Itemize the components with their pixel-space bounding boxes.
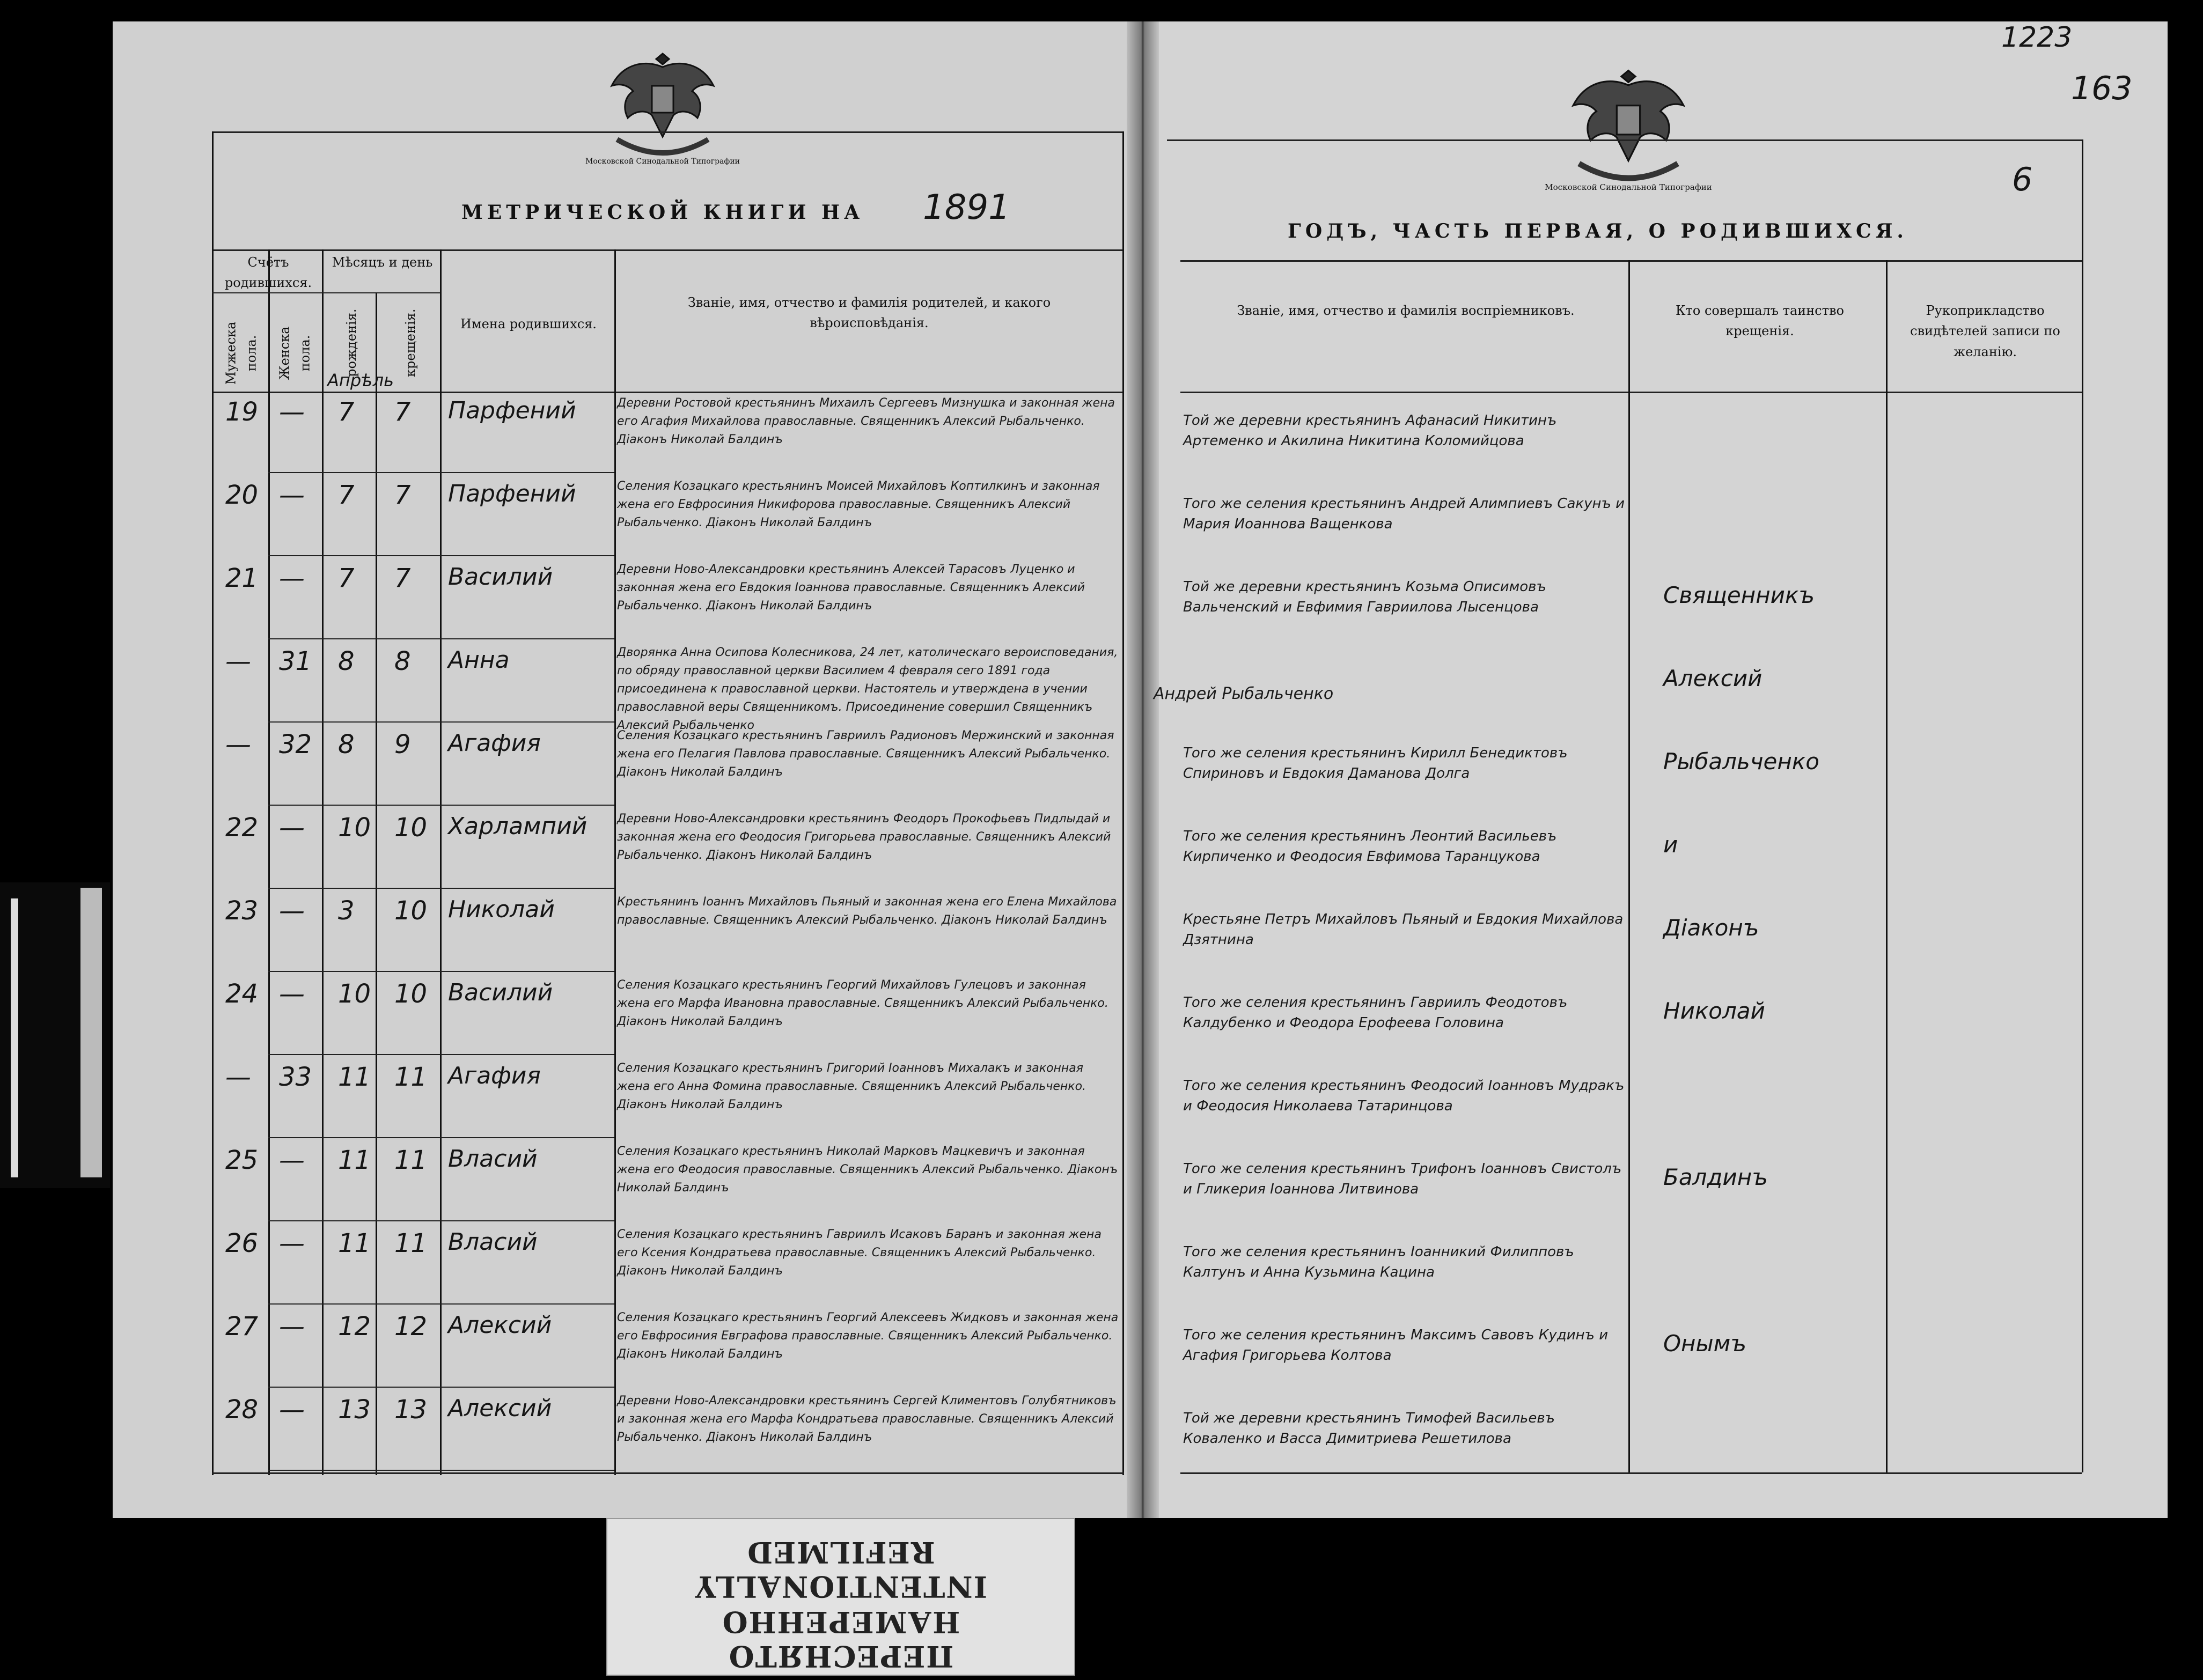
godparents-entry: Того же селения крестьянинъ Кирилл Бенедиктовъ Спириновъ и Евдокия Даманова Долга — [1183, 745, 1568, 782]
count-group-header: Счётъ родившихся. — [224, 255, 312, 291]
svg-text:Московской Синодальной Типогра: Московской Синодальной Типографии — [585, 157, 740, 166]
child-name: Николай — [448, 896, 555, 923]
male-count: 23 — [225, 896, 259, 926]
birth-day: 7 — [338, 563, 355, 593]
godparents-entry: Того же селения крестьянинъ Трифонъ Іоанновъ Свистолъ и Гликерия Іоаннова Литвинова — [1183, 1161, 1622, 1197]
parents-header: Званіе, имя, отчество и фамилія родителей, и какого вѣроисповѣданія. — [687, 295, 1051, 331]
male-header: Мужеска пола. — [223, 321, 259, 385]
female-count: — — [279, 1228, 305, 1258]
godparents-entry: Того же селения крестьянинъ Максимъ Савовъ Кудинъ и Агафия Григорьева Колтова — [1183, 1327, 1609, 1364]
godparents-entry: Того же селения крестьянинъ Феодосий Іоанновъ Мудракъ и Феодосия Николаева Татаринцова — [1183, 1078, 1625, 1114]
godparents-entry: Той же деревни крестьянинъ Тимофей Васильевъ Коваленко и Васса Димитриева Решетилова — [1183, 1410, 1555, 1447]
names-header: Имена родившихся. — [460, 316, 597, 331]
parents-entry: Селения Козацкаго крестьянинъ Григорий Іоанновъ Михалакъ и законная жена его Анна Фомина православные. Священникъ Алексий Рыбальченко. Діаконъ Николай Балдинъ — [617, 1062, 1086, 1111]
baptism-day: 7 — [394, 397, 411, 427]
baptism-day: 9 — [394, 730, 411, 760]
birth-day: 11 — [338, 1228, 371, 1258]
child-name: Агафия — [448, 1062, 541, 1089]
parents-entry: Деревни Ново-Александровки крестьянинъ Алексей Тарасовъ Луценко и законная жена его Евдокия Іоаннова православные. Священникъ Алексий Рыбальченко. Діаконъ Николай Балдинъ — [617, 563, 1085, 613]
female-count: — — [279, 563, 305, 593]
svg-text:Московской Синодальной Типогра: Московской Синодальной Типографии — [1545, 182, 1712, 192]
parents-entry: Дворянка Анна Осипова Колесникова, 24 лет, католическаго вероисповедания, по обряду православной церкви Василием 4 февраля сего 1891 года присоединена к православной церкви. Настоятель и утверждена в учении православной веры Священникомъ. Присоединение совершил Священникъ Алексий Рыбальченко — [617, 646, 1118, 732]
month-note: Апрѣль — [327, 370, 394, 390]
month-day-header: Мѣсяцъ и день — [332, 255, 433, 270]
child-name: Власий — [448, 1228, 538, 1256]
birth-day: 7 — [338, 480, 355, 510]
godparents-entry: Той же деревни крестьянинъ Козьма Описимовъ Вальченский и Евфимия Гавриилова Лысенцова — [1183, 579, 1546, 615]
birth-day: 8 — [338, 730, 355, 760]
male-count: 19 — [225, 397, 259, 427]
refilmed-stamp — [606, 1518, 1075, 1676]
priest-entry: Діаконъ — [1663, 915, 1759, 941]
male-count: 20 — [225, 480, 259, 510]
priest-entry: Николай — [1663, 998, 1765, 1024]
birth-day: 10 — [338, 979, 371, 1009]
child-name: Алексий — [448, 1311, 552, 1339]
baptism-day: 11 — [394, 1228, 428, 1258]
imperial-eagle-crest-icon — [585, 43, 740, 172]
child-name: Парфений — [448, 480, 576, 507]
baptism-day: 13 — [394, 1395, 428, 1425]
parents-entry: Деревни Ростовой крестьянинъ Михаилъ Сергеевъ Мизнушка и законная жена его Агафия Михайлова православные. Священникъ Алексий Рыбальченко. Діаконъ Николай Балдинъ — [617, 396, 1115, 446]
parents-entry: Селения Козацкаго крестьянинъ Гавриилъ Радионовъ Мержинский и законная жена его Пелагия Павлова православные. Священникъ Алексий Рыбальченко. Діаконъ Николай Балдинъ — [617, 729, 1114, 779]
female-count: — — [279, 896, 305, 926]
priest-header: Кто совершалъ таинство крещенія. — [1676, 303, 1844, 339]
baptism-day: 8 — [394, 646, 411, 676]
baptism-day: 10 — [394, 979, 428, 1009]
child-name: Василий — [448, 979, 553, 1006]
archive-number: 1223 — [2001, 21, 2073, 54]
female-count: 33 — [279, 1062, 312, 1092]
baptism-day: 11 — [394, 1062, 428, 1092]
female-count: — — [279, 1311, 305, 1342]
male-count: 25 — [225, 1145, 259, 1175]
priest-entry: Рыбальченко — [1663, 748, 1819, 775]
baptism-day: 12 — [394, 1311, 428, 1342]
male-count: 24 — [225, 979, 259, 1009]
male-count: — — [225, 1062, 251, 1092]
child-name: Власий — [448, 1145, 538, 1173]
priest-entry: Священникъ — [1663, 582, 1815, 608]
birth-header: рожденія. — [343, 308, 359, 377]
female-count: — — [279, 397, 305, 427]
priest-entry: Онымъ — [1663, 1330, 1747, 1357]
folio-number: 163 — [2071, 70, 2133, 107]
child-name: Василий — [448, 563, 553, 591]
birth-day: 7 — [338, 397, 355, 427]
female-count: — — [279, 1395, 305, 1425]
godparents-header: Званіе, имя, отчество и фамилія воспріемниковъ. — [1237, 303, 1575, 318]
birth-day: 11 — [338, 1145, 371, 1175]
parents-entry: Деревни Ново-Александровки крестьянинъ Сергей Климентовъ Голубятниковъ и законная жена его Марфа Кондратьева православные. Священникъ Алексий Рыбальченко. Діаконъ Николай Балдинъ — [617, 1394, 1117, 1444]
male-count: 21 — [225, 563, 259, 593]
godparents-entry: Крестьяне Петръ Михайловъ Пьяный и Евдокия Михайлова Дзятнина — [1183, 911, 1624, 948]
parents-entry: Селения Козацкаго крестьянинъ Николай Марковъ Мацкевичъ и законная жена его Феодосия православные. Священникъ Алексий Рыбальченко. Діаконъ Николай Балдинъ — [617, 1145, 1118, 1195]
baptism-header: крещенія. — [402, 308, 418, 377]
male-count: 28 — [225, 1395, 259, 1425]
birth-day: 3 — [338, 896, 355, 926]
child-name: Анна — [448, 646, 510, 674]
child-name: Агафия — [448, 730, 541, 757]
year-handwritten: 1891 — [923, 188, 1010, 227]
imperial-eagle-crest-icon — [1540, 59, 1717, 198]
female-count: — — [279, 1145, 305, 1175]
film-edge-strip — [0, 882, 110, 1188]
birth-day: 13 — [338, 1395, 371, 1425]
parents-entry: Селения Козацкаго крестьянинъ Моисей Михайловъ Коптилкинъ и законная жена его Евфросиния Никифорова православные. Священникъ Алексий Рыбальченко. Діаконъ Николай Балдинъ — [617, 480, 1100, 529]
baptism-day: 10 — [394, 813, 428, 843]
parents-entry: Крестьянинъ Іоаннъ Михайловъ Пьяный и законная жена его Елена Михайлова православные. Священникъ Алексий Рыбальченко. Діаконъ Николай Балдинъ — [617, 895, 1117, 927]
baptism-day: 10 — [394, 896, 428, 926]
female-count: 31 — [279, 646, 312, 676]
male-count: — — [225, 646, 251, 676]
inline-note: Андрей Рыбальченко — [1154, 684, 1334, 703]
female-count: 32 — [279, 730, 312, 760]
birth-day: 8 — [338, 646, 355, 676]
female-count: — — [279, 813, 305, 843]
signatures-header: Рукоприкладство свидѣтелей записи по желанію. — [1910, 303, 2060, 359]
priest-entry: Алексий — [1663, 665, 1763, 691]
female-header: Женска пола. — [277, 326, 313, 380]
stamp-line-2: INTENTIONALLY REFILMED — [694, 1535, 988, 1604]
birth-day: 11 — [338, 1062, 371, 1092]
male-count: 27 — [225, 1311, 259, 1342]
parents-entry: Селения Козацкаго крестьянинъ Георгий Алексеевъ Жидковъ и законная жена его Евфросиния Евграфова православные. Священникъ Алексий Рыбальченко. Діаконъ Николай Балдинъ — [617, 1311, 1119, 1361]
parents-entry: Деревни Ново-Александровки крестьянинъ Феодоръ Прокофьевъ Пидлыдай и законная жена его Феодосия Григорьева православные. Священникъ Алексий Рыбальченко. Діаконъ Николай Балдинъ — [617, 812, 1111, 862]
parents-entry: Селения Козацкаго крестьянинъ Гавриилъ Исаковъ Баранъ и законная жена его Ксения Кондратьева православные. Священникъ Алексий Рыбальченко. Діаконъ Николай Балдинъ — [617, 1228, 1102, 1278]
birth-day: 12 — [338, 1311, 371, 1342]
godparents-entry: Того же селения крестьянинъ Андрей Алимпиевъ Сакунъ и Мария Иоаннова Ващенкова — [1183, 496, 1625, 532]
female-count: — — [279, 979, 305, 1009]
baptism-day: 11 — [394, 1145, 428, 1175]
right-header-label: ГОДЪ, ЧАСТЬ ПЕРВАЯ, О РОДИВШИХСЯ. — [1288, 220, 1908, 242]
stamp-line-1: ПЕРЕСНЯТО НАМЕРЕННО — [721, 1605, 960, 1674]
male-count: 26 — [225, 1228, 259, 1258]
female-count: — — [279, 480, 305, 510]
child-name: Харлампий — [448, 813, 588, 840]
baptism-day: 7 — [394, 563, 411, 593]
priest-entry: Балдинъ — [1663, 1164, 1768, 1190]
godparents-entry: Того же селения крестьянинъ Гавриилъ Феодотовъ Калдубенко и Феодора Ерофеева Головина — [1183, 994, 1568, 1031]
page-number: 6 — [2012, 161, 2033, 198]
baptism-day: 7 — [394, 480, 411, 510]
child-name: Парфений — [448, 397, 576, 424]
priest-entry: и — [1663, 831, 1678, 858]
birth-day: 10 — [338, 813, 371, 843]
book-gutter — [1127, 21, 1159, 1518]
parents-entry: Селения Козацкаго крестьянинъ Георгий Михайловъ Гулецовъ и законная жена его Марфа Ивановна православные. Священникъ Алексий Рыбальченко. Діаконъ Николай Балдинъ — [617, 978, 1108, 1028]
male-count: 22 — [225, 813, 259, 843]
godparents-entry: Той же деревни крестьянинъ Афанасий Никитинъ Артеменко и Акилина Никитина Коломийцова — [1183, 412, 1557, 449]
male-count: — — [225, 730, 251, 760]
left-header-label: МЕТРИЧЕСКОЙ КНИГИ НА — [461, 201, 864, 224]
godparents-entry: Того же селения крестьянинъ Леонтий Васильевъ Кирпиченко и Феодосия Евфимова Таранцукова — [1183, 828, 1557, 865]
child-name: Алексий — [448, 1395, 552, 1422]
godparents-entry: Того же селения крестьянинъ Іоанникий Филипповъ Калтунъ и Анна Кузьмина Кацина — [1183, 1244, 1574, 1280]
